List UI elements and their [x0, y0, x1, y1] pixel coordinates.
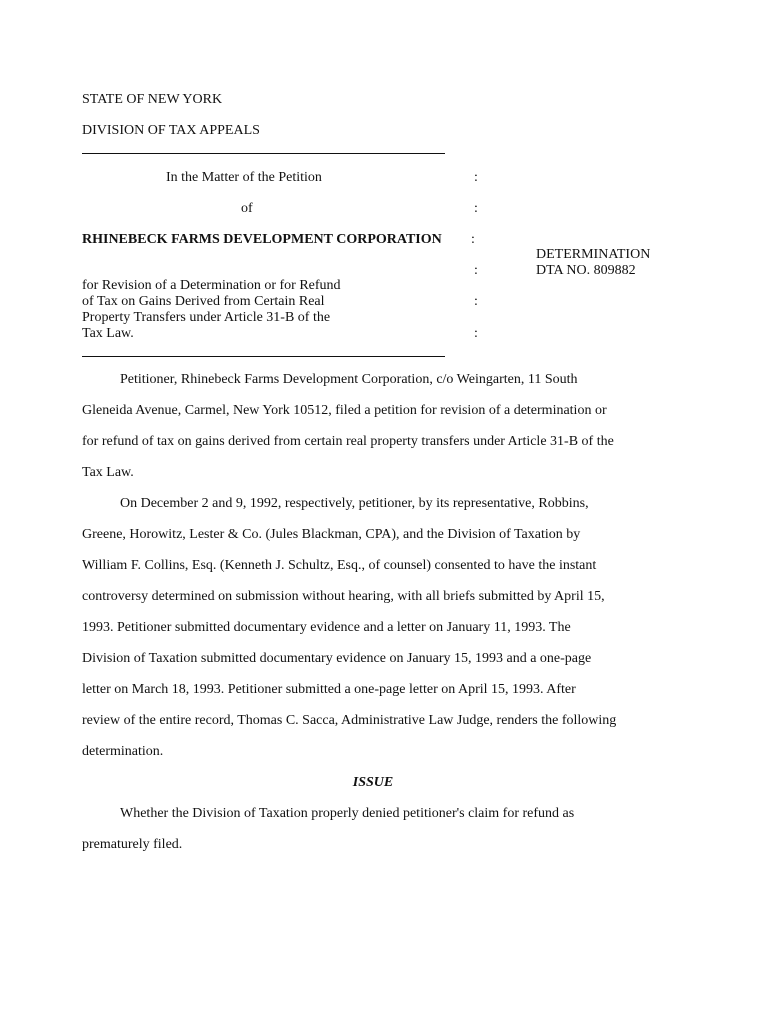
- determination-block: [536, 247, 650, 279]
- paragraph-line: determination.: [82, 744, 164, 759]
- paragraph-line: Tax Law.: [82, 465, 134, 480]
- purpose-line: for Revision of a Determination or for Refund: [82, 278, 341, 293]
- paragraph-line: William F. Collins, Esq. (Kenneth J. Schultz, Esq., of counsel) consented to have the instant: [82, 558, 597, 573]
- caption-colon: :: [474, 201, 478, 216]
- doc-type-label: DETERMINATION: [536, 247, 651, 262]
- paragraph-line: review of the entire record, Thomas C. Sacca, Administrative Law Judge, renders the following: [82, 713, 617, 728]
- purpose-line: of Tax on Gains Derived from Certain Real: [82, 294, 325, 309]
- caption-colon: :: [474, 170, 478, 185]
- paragraph-line: Gleneida Avenue, Carmel, New York 10512, filed a petition for revision of a determination or: [82, 403, 607, 418]
- petition-purpose: [82, 278, 341, 342]
- issue-heading: ISSUE: [352, 775, 394, 790]
- division-heading: DIVISION OF TAX APPEALS: [82, 123, 260, 138]
- paragraph-line: Petitioner, Rhinebeck Farms Development Corporation, c/o Weingarten, 11 South: [120, 372, 578, 387]
- petitioner-name: RHINEBECK FARMS DEVELOPMENT CORPORATION: [82, 232, 442, 247]
- purpose-line: Property Transfers under Article 31-B of the: [82, 310, 331, 325]
- caption-colon: :: [474, 326, 478, 341]
- paragraph-line: Division of Taxation submitted documentary evidence on January 15, 1993 and a one-page: [82, 651, 592, 666]
- dta-number: DTA NO. 809882: [536, 263, 636, 278]
- purpose-line: Tax Law.: [82, 326, 134, 341]
- issue-line: Whether the Division of Taxation properly denied petitioner's claim for refund as: [120, 806, 575, 821]
- caption-bottom-rule: [82, 356, 445, 357]
- caption-top-rule: [82, 153, 445, 154]
- paragraph-line: for refund of tax on gains derived from certain real property transfers under Article 31-B of the: [82, 434, 614, 449]
- caption-colon: :: [471, 232, 475, 247]
- issue-line: prematurely filed.: [82, 837, 183, 852]
- caption-colon: :: [474, 294, 478, 309]
- caption-colon: :: [474, 263, 478, 278]
- of-line: of: [241, 201, 253, 216]
- paragraph-line: controversy determined on submission without hearing, with all briefs submitted by April 15,: [82, 589, 605, 604]
- paragraph-line: letter on March 18, 1993. Petitioner submitted a one-page letter on April 15, 1993. After: [82, 682, 576, 697]
- paragraph-line: Greene, Horowitz, Lester & Co. (Jules Blackman, CPA), and the Division of Taxation by: [82, 527, 581, 542]
- paragraph-line: On December 2 and 9, 1992, respectively, petitioner, by its representative, Robbins,: [120, 496, 589, 511]
- state-heading: STATE OF NEW YORK: [82, 92, 223, 107]
- paragraph-line: 1993. Petitioner submitted documentary evidence and a letter on January 11, 1993. The: [82, 620, 571, 635]
- matter-line: In the Matter of the Petition: [166, 170, 322, 185]
